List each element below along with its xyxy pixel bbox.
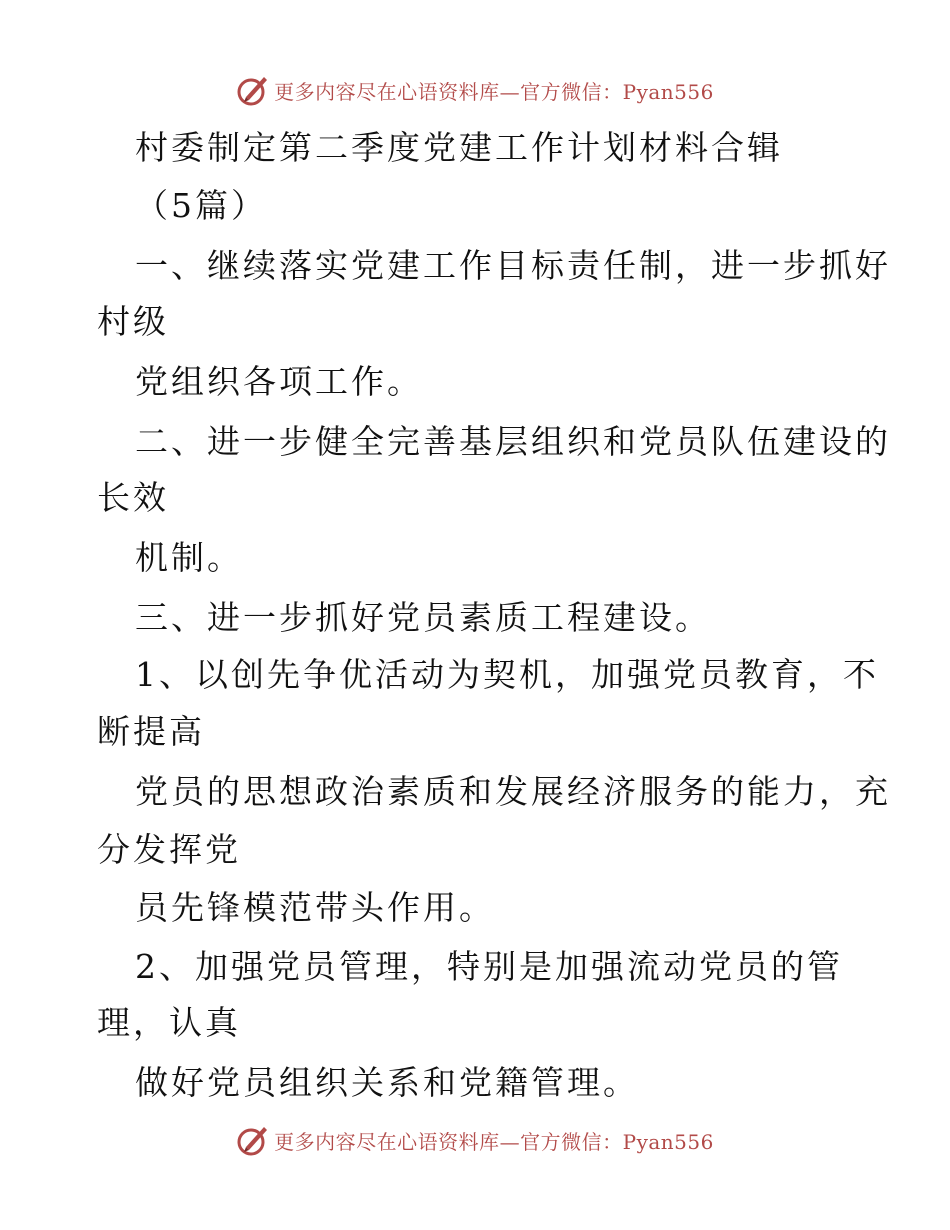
footer-watermark-banner <box>0 1120 950 1160</box>
paragraph-line: 理，认真 <box>97 1003 241 1042</box>
paragraph-line: 党员的思想政治素质和发展经济服务的能力，充 <box>135 772 891 811</box>
paragraph-line: 员先锋模范带头作用。 <box>135 888 495 927</box>
document-subtitle: （5篇） <box>135 186 267 225</box>
quill-pen-circle-icon <box>236 73 270 107</box>
paragraph-line: 2、加强党员管理，特别是加强流动党员的管 <box>135 947 843 986</box>
paragraph-line: 三、进一步抓好党员素质工程建设。 <box>135 598 711 637</box>
document-title: 村委制定第二季度党建工作计划材料合辑 <box>135 128 783 167</box>
paragraph-line: 分发挥党 <box>97 830 241 869</box>
paragraph-line: 村级 <box>97 302 169 341</box>
paragraph-line: 二、进一步健全完善基层组织和党员队伍建设的 <box>135 422 891 461</box>
paragraph-line: 机制。 <box>135 538 243 577</box>
header-watermark-banner <box>0 70 950 110</box>
footer-watermark-text: 更多内容尽在心语资料库—官方微信：Pyan556 <box>274 1129 714 1154</box>
paragraph-line: 断提高 <box>97 712 205 751</box>
quill-pen-circle-icon <box>236 1123 270 1157</box>
paragraph-line: 党组织各项工作。 <box>135 362 423 401</box>
paragraph-line: 做好党员组织关系和党籍管理。 <box>135 1063 639 1102</box>
header-watermark-text: 更多内容尽在心语资料库—官方微信：Pyan556 <box>274 79 714 104</box>
paragraph-line: 1、以创先争优活动为契机，加强党员教育，不 <box>135 655 879 694</box>
paragraph-line: 一、继续落实党建工作目标责任制，进一步抓好 <box>135 246 891 285</box>
paragraph-line: 长效 <box>97 478 169 517</box>
